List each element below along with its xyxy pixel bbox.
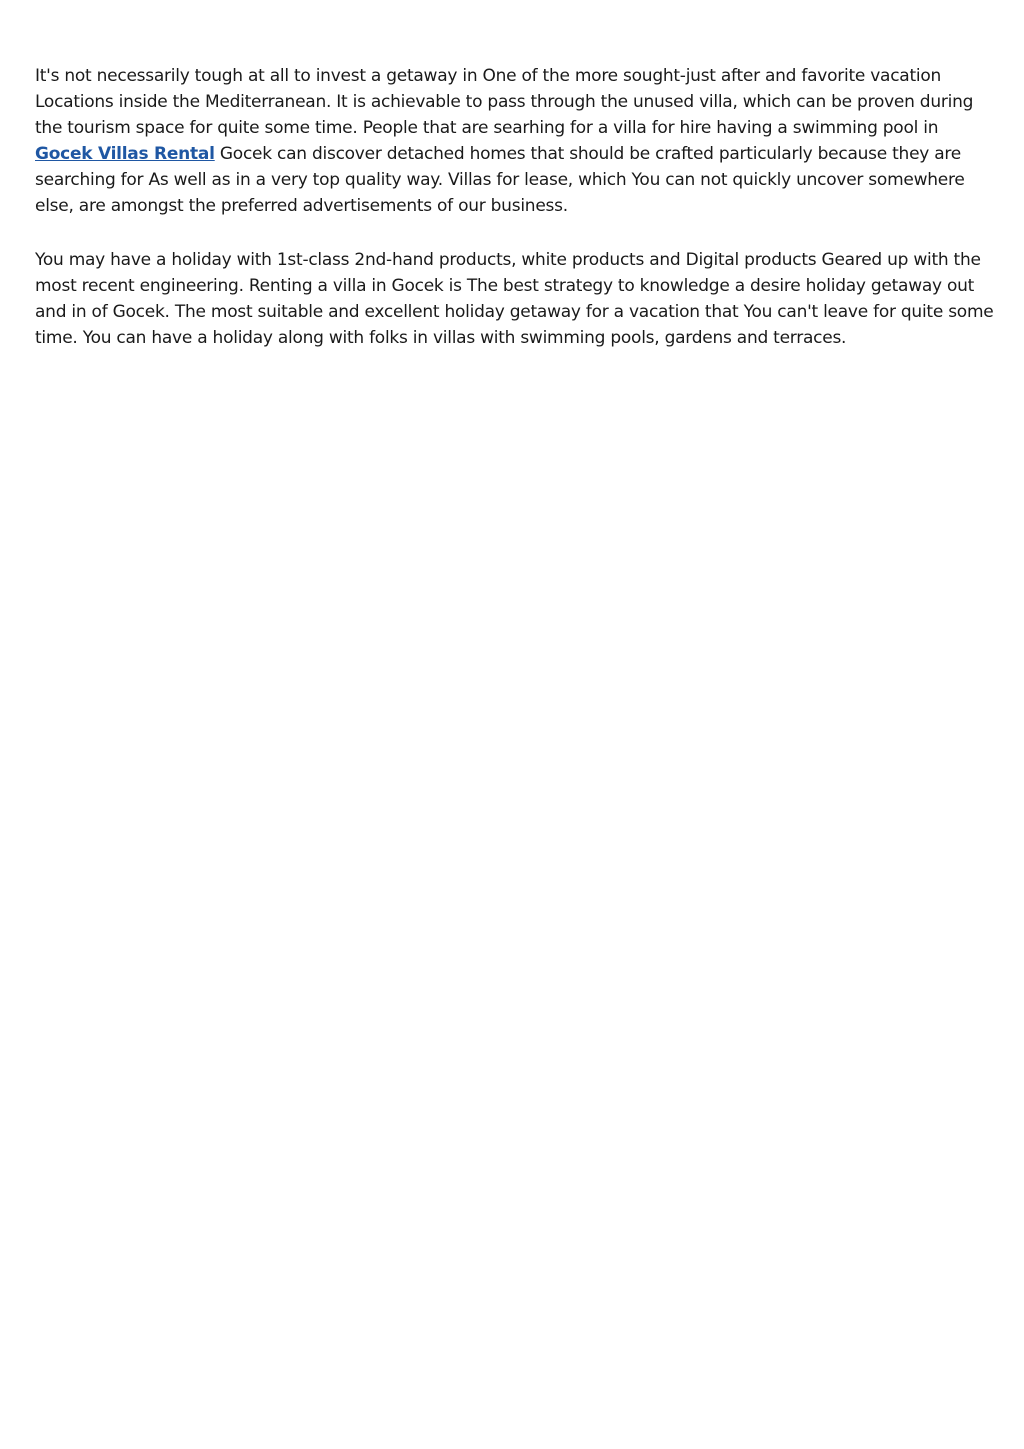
document-body [35,63,995,379]
paragraph-1-text-after: Gocek can discover detached homes that should be crafted particularly because they are searching for As well as in a very top quality way. Villas for lease, which You can not quickly uncover somewhere else, are amongst the preferred advertisements of our business. [35,144,965,216]
paragraph-1-text-before: It's not necessarily tough at all to invest a getaway in One of the more sought-just after and favorite vacation Locations inside the Mediterranean. It is achievable to pass through the unused villa, which can be proven during the tourism space for quite some time. People that are searhing for a villa for hire having a swimming pool in [35,66,974,138]
paragraph-2: You may have a holiday with 1st-class 2nd-hand products, white products and Digital products Geared up with the most recent engineering. Renting a villa in Gocek is The best strategy to knowledge a desire holiday getaway out and in of Gocek. The most suitable and excellent holiday getaway for a vacation that You can't leave for quite some time. You can have a holiday along with folks in villas with swimming pools, gardens and terraces. [35,250,994,348]
paragraph-1 [35,63,995,219]
gocek-villas-rental-link[interactable]: Gocek Villas Rental [35,144,215,164]
